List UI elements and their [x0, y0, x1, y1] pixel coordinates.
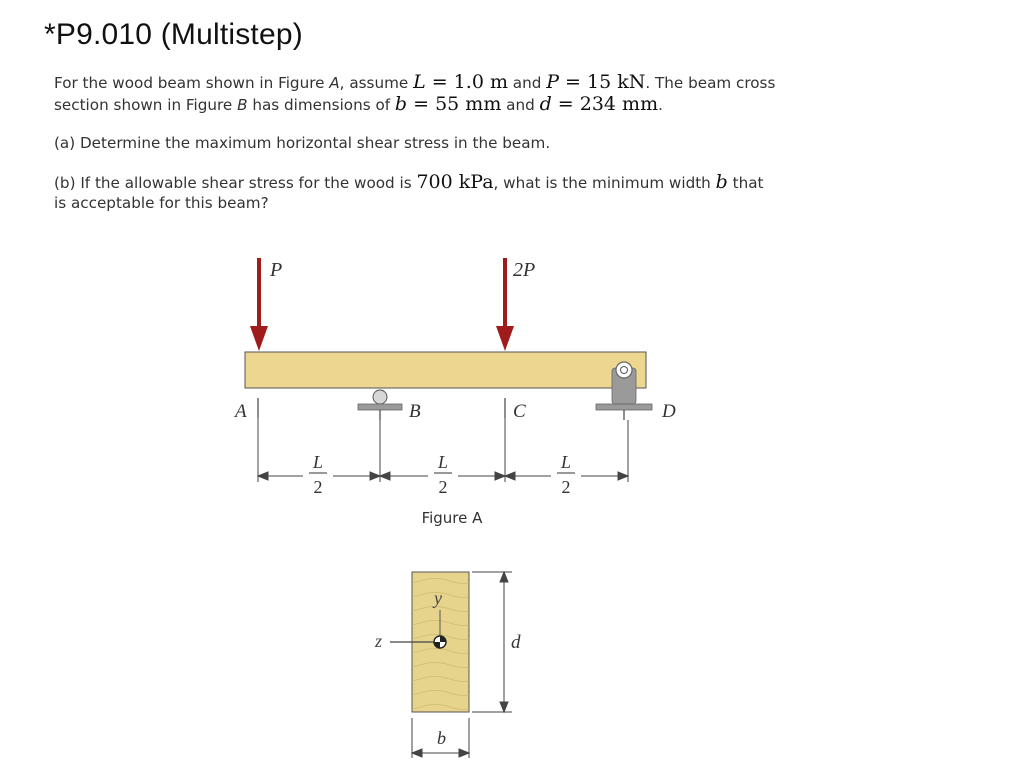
span-label-3	[557, 452, 575, 497]
svg-text:L: L	[437, 452, 449, 472]
b-symbol: b	[394, 93, 408, 115]
load-p-label: P	[270, 259, 283, 281]
y-axis-label: y	[434, 588, 442, 608]
figure-a	[233, 258, 676, 527]
z-axis-label: z	[375, 631, 383, 651]
intro-line-1: For the wood beam shown in Figure A, assume L = 1.0 m and P = 15 kN. The beam cross	[54, 71, 776, 93]
L-value: = 1.0 m	[425, 71, 508, 93]
figure-b	[374, 572, 521, 758]
intro-line-2: section shown in Figure B has dimensions of b = 55 mm and d = 234 mm.	[54, 93, 663, 115]
figure-a-caption: Figure A	[421, 509, 483, 527]
svg-text:2: 2	[561, 477, 571, 497]
load-p-arrow	[250, 258, 268, 351]
load-2p-label: 2P	[513, 259, 536, 281]
d-symbol: d	[539, 93, 552, 115]
point-b-label: B	[409, 401, 421, 422]
P-value: = 15 kN	[559, 71, 646, 93]
problem-title: *P9.010 (Multistep)	[44, 18, 303, 51]
centroid-icon	[434, 636, 446, 648]
d-value: = 234 mm	[551, 93, 659, 115]
svg-text:L: L	[560, 452, 572, 472]
svg-text:L: L	[312, 452, 324, 472]
part-b-line-1: (b) If the allowable shear stress for the wood is 700 kPa, what is the minimum width b that	[54, 171, 764, 193]
b-symbol: b	[715, 171, 728, 193]
load-2p-arrow	[496, 258, 514, 351]
point-a-label: A	[235, 401, 247, 422]
point-d-label: D	[662, 401, 676, 422]
depth-dimension	[472, 572, 512, 712]
depth-label: d	[511, 632, 521, 653]
svg-text:2: 2	[313, 477, 323, 497]
span-label-1	[309, 452, 327, 497]
roller-support-b	[358, 390, 402, 420]
svg-text:2: 2	[438, 477, 448, 497]
L-symbol: L	[413, 71, 426, 93]
dimension-extensions	[258, 418, 628, 482]
width-label: b	[437, 728, 446, 748]
part-a-text: (a) Determine the maximum horizontal shear stress in the beam.	[54, 134, 551, 152]
P-symbol: P	[546, 71, 559, 93]
beam	[245, 352, 646, 388]
b-value: = 55 mm	[407, 93, 502, 115]
part-b-line-2: is acceptable for this beam?	[54, 194, 269, 212]
point-c-label: C	[513, 401, 526, 422]
span-label-2	[434, 452, 452, 497]
tau-value: 700 kPa	[416, 171, 494, 193]
